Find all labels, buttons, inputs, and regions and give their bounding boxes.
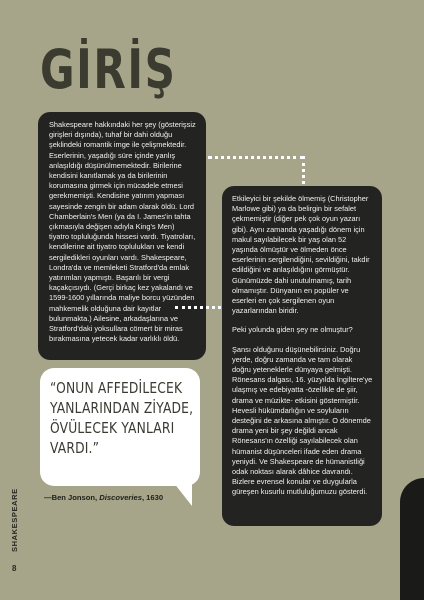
side-running-head: SHAKESPEARE: [10, 488, 19, 552]
quote-text: “ONUN AFFEDİLECEK YANLARINDAN ZİYADE, ÖVÜLECEK YANLARI VARDI.”: [50, 379, 194, 457]
box2-paragraph-1: Etkileyici bir şekilde ölmemiş (Christopher Marlowe gibi) ya da belirgin bir sefalet çekmemiştir (diğer pek çok oyun yazarı gibi). Aynı zamanda yaşadığı dönem için makul sayılabilecek bir yaş olan 52 yaşında ölmüştür ve ölmeden önce eserlerinin sergilendiğini, sevildiğini, takdir edildiğini ve anlaşıldığını görmüştür. Günümüzde dahi unutulmamış, tarih olmamıştır. Dünyanın en popüler ve eserleri en çok sergilenen oyun yazarlarından biridir.: [232, 194, 370, 316]
dotted-connector-horizontal: [208, 156, 304, 159]
quote-attribution: [44, 493, 163, 502]
box2-paragraph-3: Şansı olduğunu düşünebilirsiniz. Doğru yerde, doğru zamanda ve tam olarak doğru yeteneklerle dünyaya gelmişti. Rönesans dalgası, 16. yüzyılda İngiltere'ye ulaşmış ve edebiyatta -özellikle de şiir, drama ve müzikte- etkisini göstermiştir. Hevesli hükümdarlığın ve soyluların desteğini de arkasına almıştır. O dönemde drama yeni bir şey değildi ancak Rönesans'ın özelliği sayılabilecek olan hümanist düşünceleri ifade eden drama yeniydi. Ve Shakespeare de hümanistliği odak noktası alarak dâhice davrandı. Bizlere evrensel konular ve duygularla güreşen kusurlu mutluluğumuzu gösterdi.: [232, 344, 373, 497]
decorative-silhouette: [400, 478, 424, 600]
dotted-connector-left: [175, 306, 221, 309]
box2-paragraph-2: Peki yolunda giden şey ne olmuştur?: [232, 325, 353, 335]
box1-paragraph: Shakespeare hakkındaki her şey (gösterişsiz girişleri dışında), tuhaf bir dahi olduğu şeklindeki romantik imge ile çelişmektedir. Eserlerinin, yaşadığı süre içinde yanlış anlaşıldığı düşünülmemektedir. Birilerine kendisini kanıtlamak ya da birilerinin korumasına girmek için mücadele etmesi gerekmemişti. Kendisine yatırım yapması sayesinde zengin bir adam olarak öldü. Lord Chamberlain's Men (ya da I. James'in tahta çıkmasıyla değişen adıyla King's Men) tiyatro topluluğunda hissesi vardı. Tiyatroları, kendilerine ait tiyatro toplulukları ve kendi sergiledikleri oyunları vardı. Shakespeare, Londra'da ve memleketi Stratford'da emlak yatırımları yapmıştı. Başarılı bir vergi kaçakçısıydı. (Gerçi birkaç kez yakalandı ve 1599-1600 yıllarında maliye borcu yüzünden mahkemelik olduğuna dair kayıtlar bulunmakta.) Ailesine, arkadaşlarına ve Stratford'daki yoksullara cömert bir miras bırakmasına yetecek kadar varlıklı öldü.: [49, 120, 196, 344]
quote-bubble-tail: [170, 478, 192, 506]
quote-bubble: [40, 368, 200, 486]
page-number: 8: [12, 564, 17, 573]
text-box-right: [222, 186, 382, 526]
quote-work: Discoveries: [99, 493, 142, 502]
text-box-left: [38, 112, 206, 360]
page-title: GİRİŞ: [40, 38, 177, 101]
quote-year: , 1630: [141, 493, 164, 502]
quote-author: —Ben Jonson,: [44, 493, 98, 502]
dotted-connector-vertical: [302, 156, 305, 184]
